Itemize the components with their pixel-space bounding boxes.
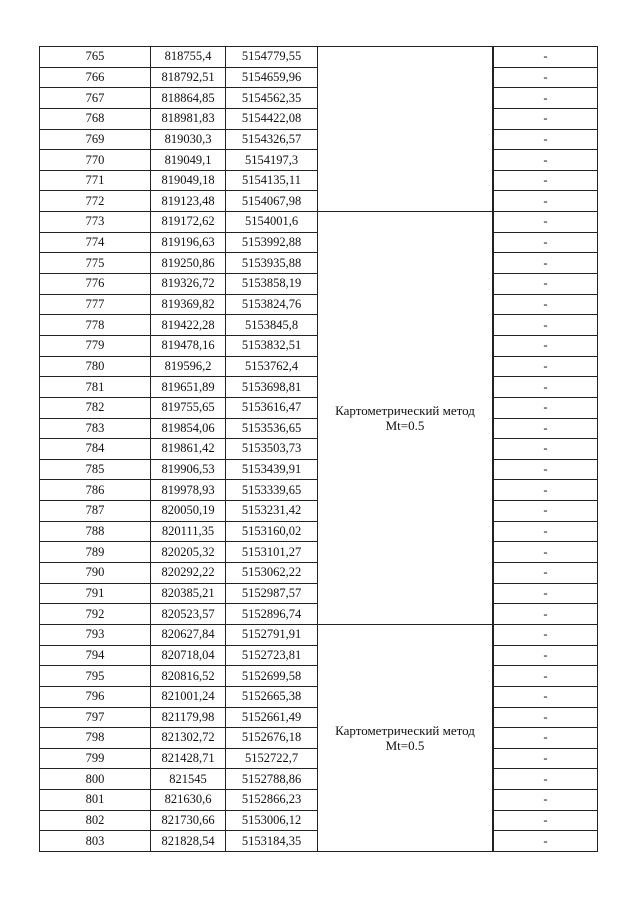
mark-cell: - [494, 563, 598, 584]
y-coordinate-cell: 5152722,7 [226, 748, 318, 769]
x-coordinate-cell: 819326,72 [151, 274, 226, 295]
x-coordinate-cell: 819172,62 [151, 212, 226, 233]
point-number-cell: 787 [40, 501, 151, 522]
y-coordinate-cell: 5154067,98 [226, 191, 318, 212]
y-coordinate-cell: 5152723,81 [226, 645, 318, 666]
coordinates-table-body [40, 47, 598, 852]
y-coordinate-cell: 5153101,27 [226, 542, 318, 563]
mark-cell: - [494, 212, 598, 233]
method-accuracy: Mt=0.5 [385, 737, 425, 753]
mark-cell: - [494, 728, 598, 749]
point-number-cell: 784 [40, 439, 151, 460]
y-coordinate-cell: 5152896,74 [226, 604, 318, 625]
table-row [40, 212, 598, 233]
mark-cell: - [494, 645, 598, 666]
mark-cell: - [494, 666, 598, 687]
y-coordinate-cell: 5153231,42 [226, 501, 318, 522]
point-number-cell: 794 [40, 645, 151, 666]
mark-cell: - [494, 294, 598, 315]
method-cell [318, 624, 493, 851]
point-number-cell: 779 [40, 335, 151, 356]
point-number-cell: 802 [40, 810, 151, 831]
point-number-cell: 765 [40, 47, 151, 68]
point-number-cell: 786 [40, 480, 151, 501]
x-coordinate-cell: 819651,89 [151, 377, 226, 398]
x-coordinate-cell: 821730,66 [151, 810, 226, 831]
y-coordinate-cell: 5152661,49 [226, 707, 318, 728]
point-number-cell: 798 [40, 728, 151, 749]
point-number-cell: 803 [40, 831, 151, 852]
x-coordinate-cell: 820292,22 [151, 563, 226, 584]
x-coordinate-cell: 819478,16 [151, 335, 226, 356]
point-number-cell: 795 [40, 666, 151, 687]
point-number-cell: 768 [40, 108, 151, 129]
y-coordinate-cell: 5153992,88 [226, 232, 318, 253]
y-coordinate-cell: 5153832,51 [226, 335, 318, 356]
mark-cell: - [494, 67, 598, 88]
point-number-cell: 772 [40, 191, 151, 212]
point-number-cell: 789 [40, 542, 151, 563]
x-coordinate-cell: 819422,28 [151, 315, 226, 336]
y-coordinate-cell: 5152665,38 [226, 686, 318, 707]
x-coordinate-cell: 821428,71 [151, 748, 226, 769]
point-number-cell: 767 [40, 88, 151, 109]
x-coordinate-cell: 819596,2 [151, 356, 226, 377]
y-coordinate-cell: 5153439,91 [226, 459, 318, 480]
point-number-cell: 773 [40, 212, 151, 233]
y-coordinate-cell: 5153536,65 [226, 418, 318, 439]
y-coordinate-cell: 5153160,02 [226, 521, 318, 542]
x-coordinate-cell: 819906,53 [151, 459, 226, 480]
x-coordinate-cell: 818792,51 [151, 67, 226, 88]
x-coordinate-cell: 819030,3 [151, 129, 226, 150]
point-number-cell: 790 [40, 563, 151, 584]
mark-cell: - [494, 335, 598, 356]
method-accuracy: Mt=0.5 [385, 418, 425, 434]
point-number-cell: 793 [40, 624, 151, 645]
mark-cell: - [494, 790, 598, 811]
method-cell [318, 47, 493, 212]
x-coordinate-cell: 821545 [151, 769, 226, 790]
point-number-cell: 776 [40, 274, 151, 295]
x-coordinate-cell: 820718,04 [151, 645, 226, 666]
x-coordinate-cell: 820523,57 [151, 604, 226, 625]
mark-cell: - [494, 397, 598, 418]
mark-cell: - [494, 356, 598, 377]
x-coordinate-cell: 820111,35 [151, 521, 226, 542]
y-coordinate-cell: 5154197,3 [226, 150, 318, 171]
point-number-cell: 785 [40, 459, 151, 480]
point-number-cell: 796 [40, 686, 151, 707]
mark-cell: - [494, 769, 598, 790]
x-coordinate-cell: 821630,6 [151, 790, 226, 811]
point-number-cell: 777 [40, 294, 151, 315]
mark-cell: - [494, 748, 598, 769]
point-number-cell: 781 [40, 377, 151, 398]
point-number-cell: 792 [40, 604, 151, 625]
x-coordinate-cell: 819049,18 [151, 170, 226, 191]
x-coordinate-cell: 819369,82 [151, 294, 226, 315]
y-coordinate-cell: 5152866,23 [226, 790, 318, 811]
y-coordinate-cell: 5154001,6 [226, 212, 318, 233]
x-coordinate-cell: 818981,83 [151, 108, 226, 129]
mark-cell: - [494, 129, 598, 150]
x-coordinate-cell: 819250,86 [151, 253, 226, 274]
mark-cell: - [494, 583, 598, 604]
mark-cell: - [494, 170, 598, 191]
y-coordinate-cell: 5153006,12 [226, 810, 318, 831]
mark-cell: - [494, 439, 598, 460]
x-coordinate-cell: 819123,48 [151, 191, 226, 212]
y-coordinate-cell: 5153845,8 [226, 315, 318, 336]
y-coordinate-cell: 5153062,22 [226, 563, 318, 584]
table-row [40, 624, 598, 645]
mark-cell: - [494, 501, 598, 522]
mark-cell: - [494, 480, 598, 501]
y-coordinate-cell: 5152788,86 [226, 769, 318, 790]
mark-cell: - [494, 274, 598, 295]
point-number-cell: 782 [40, 397, 151, 418]
mark-cell: - [494, 418, 598, 439]
point-number-cell: 775 [40, 253, 151, 274]
mark-cell: - [494, 191, 598, 212]
point-number-cell: 769 [40, 129, 151, 150]
point-number-cell: 766 [40, 67, 151, 88]
table-row [40, 47, 598, 68]
x-coordinate-cell: 820385,21 [151, 583, 226, 604]
coordinates-table [39, 46, 598, 852]
y-coordinate-cell: 5153935,88 [226, 253, 318, 274]
mark-cell: - [494, 108, 598, 129]
method-name: Картометрический метод [335, 403, 475, 419]
y-coordinate-cell: 5152987,57 [226, 583, 318, 604]
y-coordinate-cell: 5153858,19 [226, 274, 318, 295]
point-number-cell: 778 [40, 315, 151, 336]
mark-cell: - [494, 686, 598, 707]
method-name: Картометрический метод [335, 722, 475, 738]
x-coordinate-cell: 821179,98 [151, 707, 226, 728]
x-coordinate-cell: 821828,54 [151, 831, 226, 852]
x-coordinate-cell: 819755,65 [151, 397, 226, 418]
point-number-cell: 791 [40, 583, 151, 604]
y-coordinate-cell: 5154562,35 [226, 88, 318, 109]
point-number-cell: 788 [40, 521, 151, 542]
x-coordinate-cell: 819861,42 [151, 439, 226, 460]
x-coordinate-cell: 819049,1 [151, 150, 226, 171]
mark-cell: - [494, 47, 598, 68]
y-coordinate-cell: 5153616,47 [226, 397, 318, 418]
y-coordinate-cell: 5152699,58 [226, 666, 318, 687]
y-coordinate-cell: 5153184,35 [226, 831, 318, 852]
y-coordinate-cell: 5154422,08 [226, 108, 318, 129]
point-number-cell: 800 [40, 769, 151, 790]
x-coordinate-cell: 821302,72 [151, 728, 226, 749]
x-coordinate-cell: 819854,06 [151, 418, 226, 439]
mark-cell: - [494, 253, 598, 274]
mark-cell: - [494, 88, 598, 109]
x-coordinate-cell: 819196,63 [151, 232, 226, 253]
point-number-cell: 783 [40, 418, 151, 439]
mark-cell: - [494, 459, 598, 480]
x-coordinate-cell: 819978,93 [151, 480, 226, 501]
mark-cell: - [494, 232, 598, 253]
x-coordinate-cell: 821001,24 [151, 686, 226, 707]
x-coordinate-cell: 820816,52 [151, 666, 226, 687]
mark-cell: - [494, 604, 598, 625]
y-coordinate-cell: 5153503,73 [226, 439, 318, 460]
method-cell [318, 212, 493, 625]
y-coordinate-cell: 5153762,4 [226, 356, 318, 377]
mark-cell: - [494, 315, 598, 336]
x-coordinate-cell: 820627,84 [151, 624, 226, 645]
y-coordinate-cell: 5154135,11 [226, 170, 318, 191]
mark-cell: - [494, 542, 598, 563]
mark-cell: - [494, 521, 598, 542]
y-coordinate-cell: 5153339,65 [226, 480, 318, 501]
point-number-cell: 774 [40, 232, 151, 253]
y-coordinate-cell: 5154779,55 [226, 47, 318, 68]
point-number-cell: 799 [40, 748, 151, 769]
y-coordinate-cell: 5154326,57 [226, 129, 318, 150]
mark-cell: - [494, 624, 598, 645]
y-coordinate-cell: 5152676,18 [226, 728, 318, 749]
y-coordinate-cell: 5153698,81 [226, 377, 318, 398]
mark-cell: - [494, 810, 598, 831]
x-coordinate-cell: 818864,85 [151, 88, 226, 109]
mark-cell: - [494, 707, 598, 728]
x-coordinate-cell: 820050,19 [151, 501, 226, 522]
point-number-cell: 771 [40, 170, 151, 191]
point-number-cell: 801 [40, 790, 151, 811]
point-number-cell: 770 [40, 150, 151, 171]
mark-cell: - [494, 150, 598, 171]
y-coordinate-cell: 5152791,91 [226, 624, 318, 645]
y-coordinate-cell: 5153824,76 [226, 294, 318, 315]
point-number-cell: 780 [40, 356, 151, 377]
x-coordinate-cell: 820205,32 [151, 542, 226, 563]
y-coordinate-cell: 5154659,96 [226, 67, 318, 88]
mark-cell: - [494, 831, 598, 852]
point-number-cell: 797 [40, 707, 151, 728]
x-coordinate-cell: 818755,4 [151, 47, 226, 68]
mark-cell: - [494, 377, 598, 398]
